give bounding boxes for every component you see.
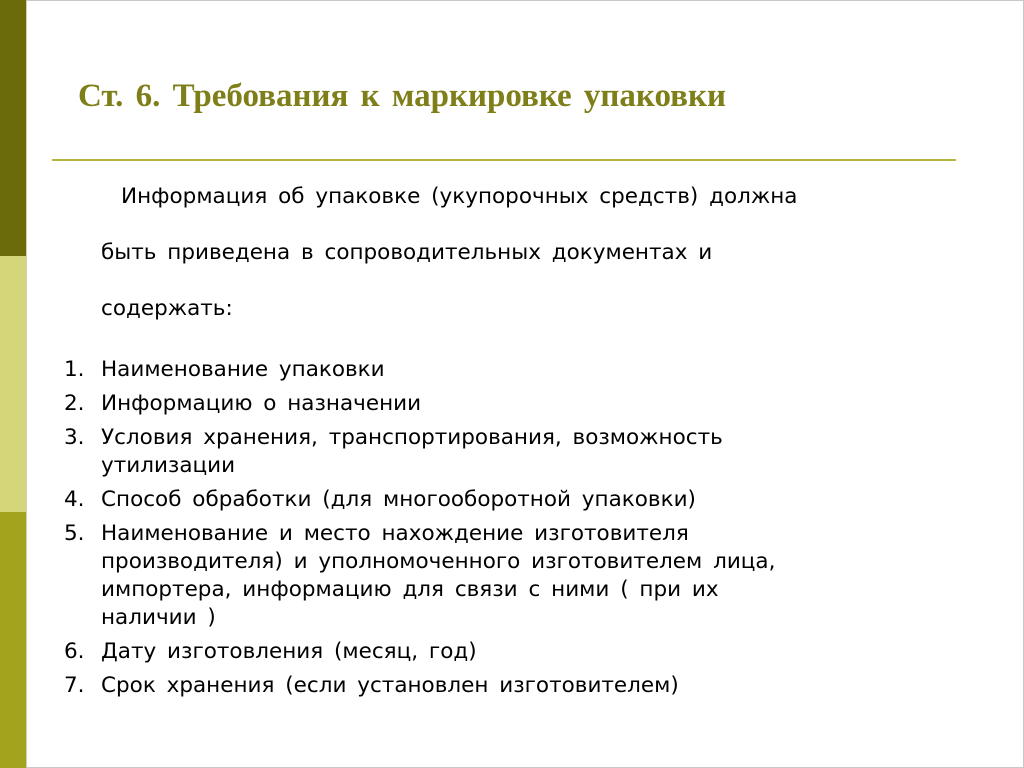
list-item-line: импортера, информацию для связи с ними ( при их — [101, 577, 719, 602]
list-item-text — [101, 486, 944, 514]
list-item-number: 7. — [64, 673, 85, 698]
list-item-line: Наименование упаковки — [101, 357, 385, 382]
list-item-number: 3. — [64, 425, 85, 450]
list-item-line: Условия хранения, транспортирования, возможность — [101, 425, 723, 450]
list-item-text — [101, 520, 944, 632]
list-item — [64, 638, 944, 666]
list-item — [64, 486, 944, 514]
list-item — [64, 390, 944, 418]
list-item — [64, 520, 944, 632]
list-item-line: Дату изготовления (месяц, год) — [101, 639, 477, 664]
slide-title: Ст. 6. Требования к маркировке упаковки — [78, 78, 727, 114]
list-item-text — [101, 672, 944, 700]
list-item-number: 6. — [64, 639, 85, 664]
list-item — [64, 424, 944, 480]
list-item-number: 4. — [64, 487, 85, 512]
decorative-bar-middle — [0, 256, 26, 512]
list-item-text — [101, 356, 944, 384]
list-item-text — [101, 638, 944, 666]
decorative-bar-top — [0, 0, 26, 256]
list-item-text — [101, 390, 944, 418]
list-item-line: утилизации — [101, 453, 236, 478]
decorative-bar-bottom — [0, 512, 26, 768]
list-item-line: Способ обработки (для многооборотной упаковки) — [101, 487, 696, 512]
list-item — [64, 672, 944, 700]
intro-paragraph — [64, 155, 944, 351]
intro-line: быть приведена в сопроводительных документах и — [101, 240, 713, 265]
list-item — [64, 356, 944, 384]
list-item-line: Срок хранения (если установлен изготовителем) — [101, 673, 679, 698]
intro-line: содержать: — [101, 296, 233, 321]
list-item-text — [101, 424, 944, 480]
list-item-number: 1. — [64, 357, 85, 382]
slide-body — [64, 155, 944, 706]
list-item-number: 5. — [64, 521, 85, 546]
list-item-line: Наименование и место нахождение изготовителя — [101, 521, 689, 546]
list-item-line: производителя) и уполномоченного изготовителем лица, — [101, 549, 776, 574]
list-item-number: 2. — [64, 391, 85, 416]
list-item-line: Информацию о назначении — [101, 391, 422, 416]
list-item-line: наличии ) — [101, 605, 216, 630]
intro-line: Информация об упаковке (укупорочных средств) должна — [121, 184, 798, 209]
